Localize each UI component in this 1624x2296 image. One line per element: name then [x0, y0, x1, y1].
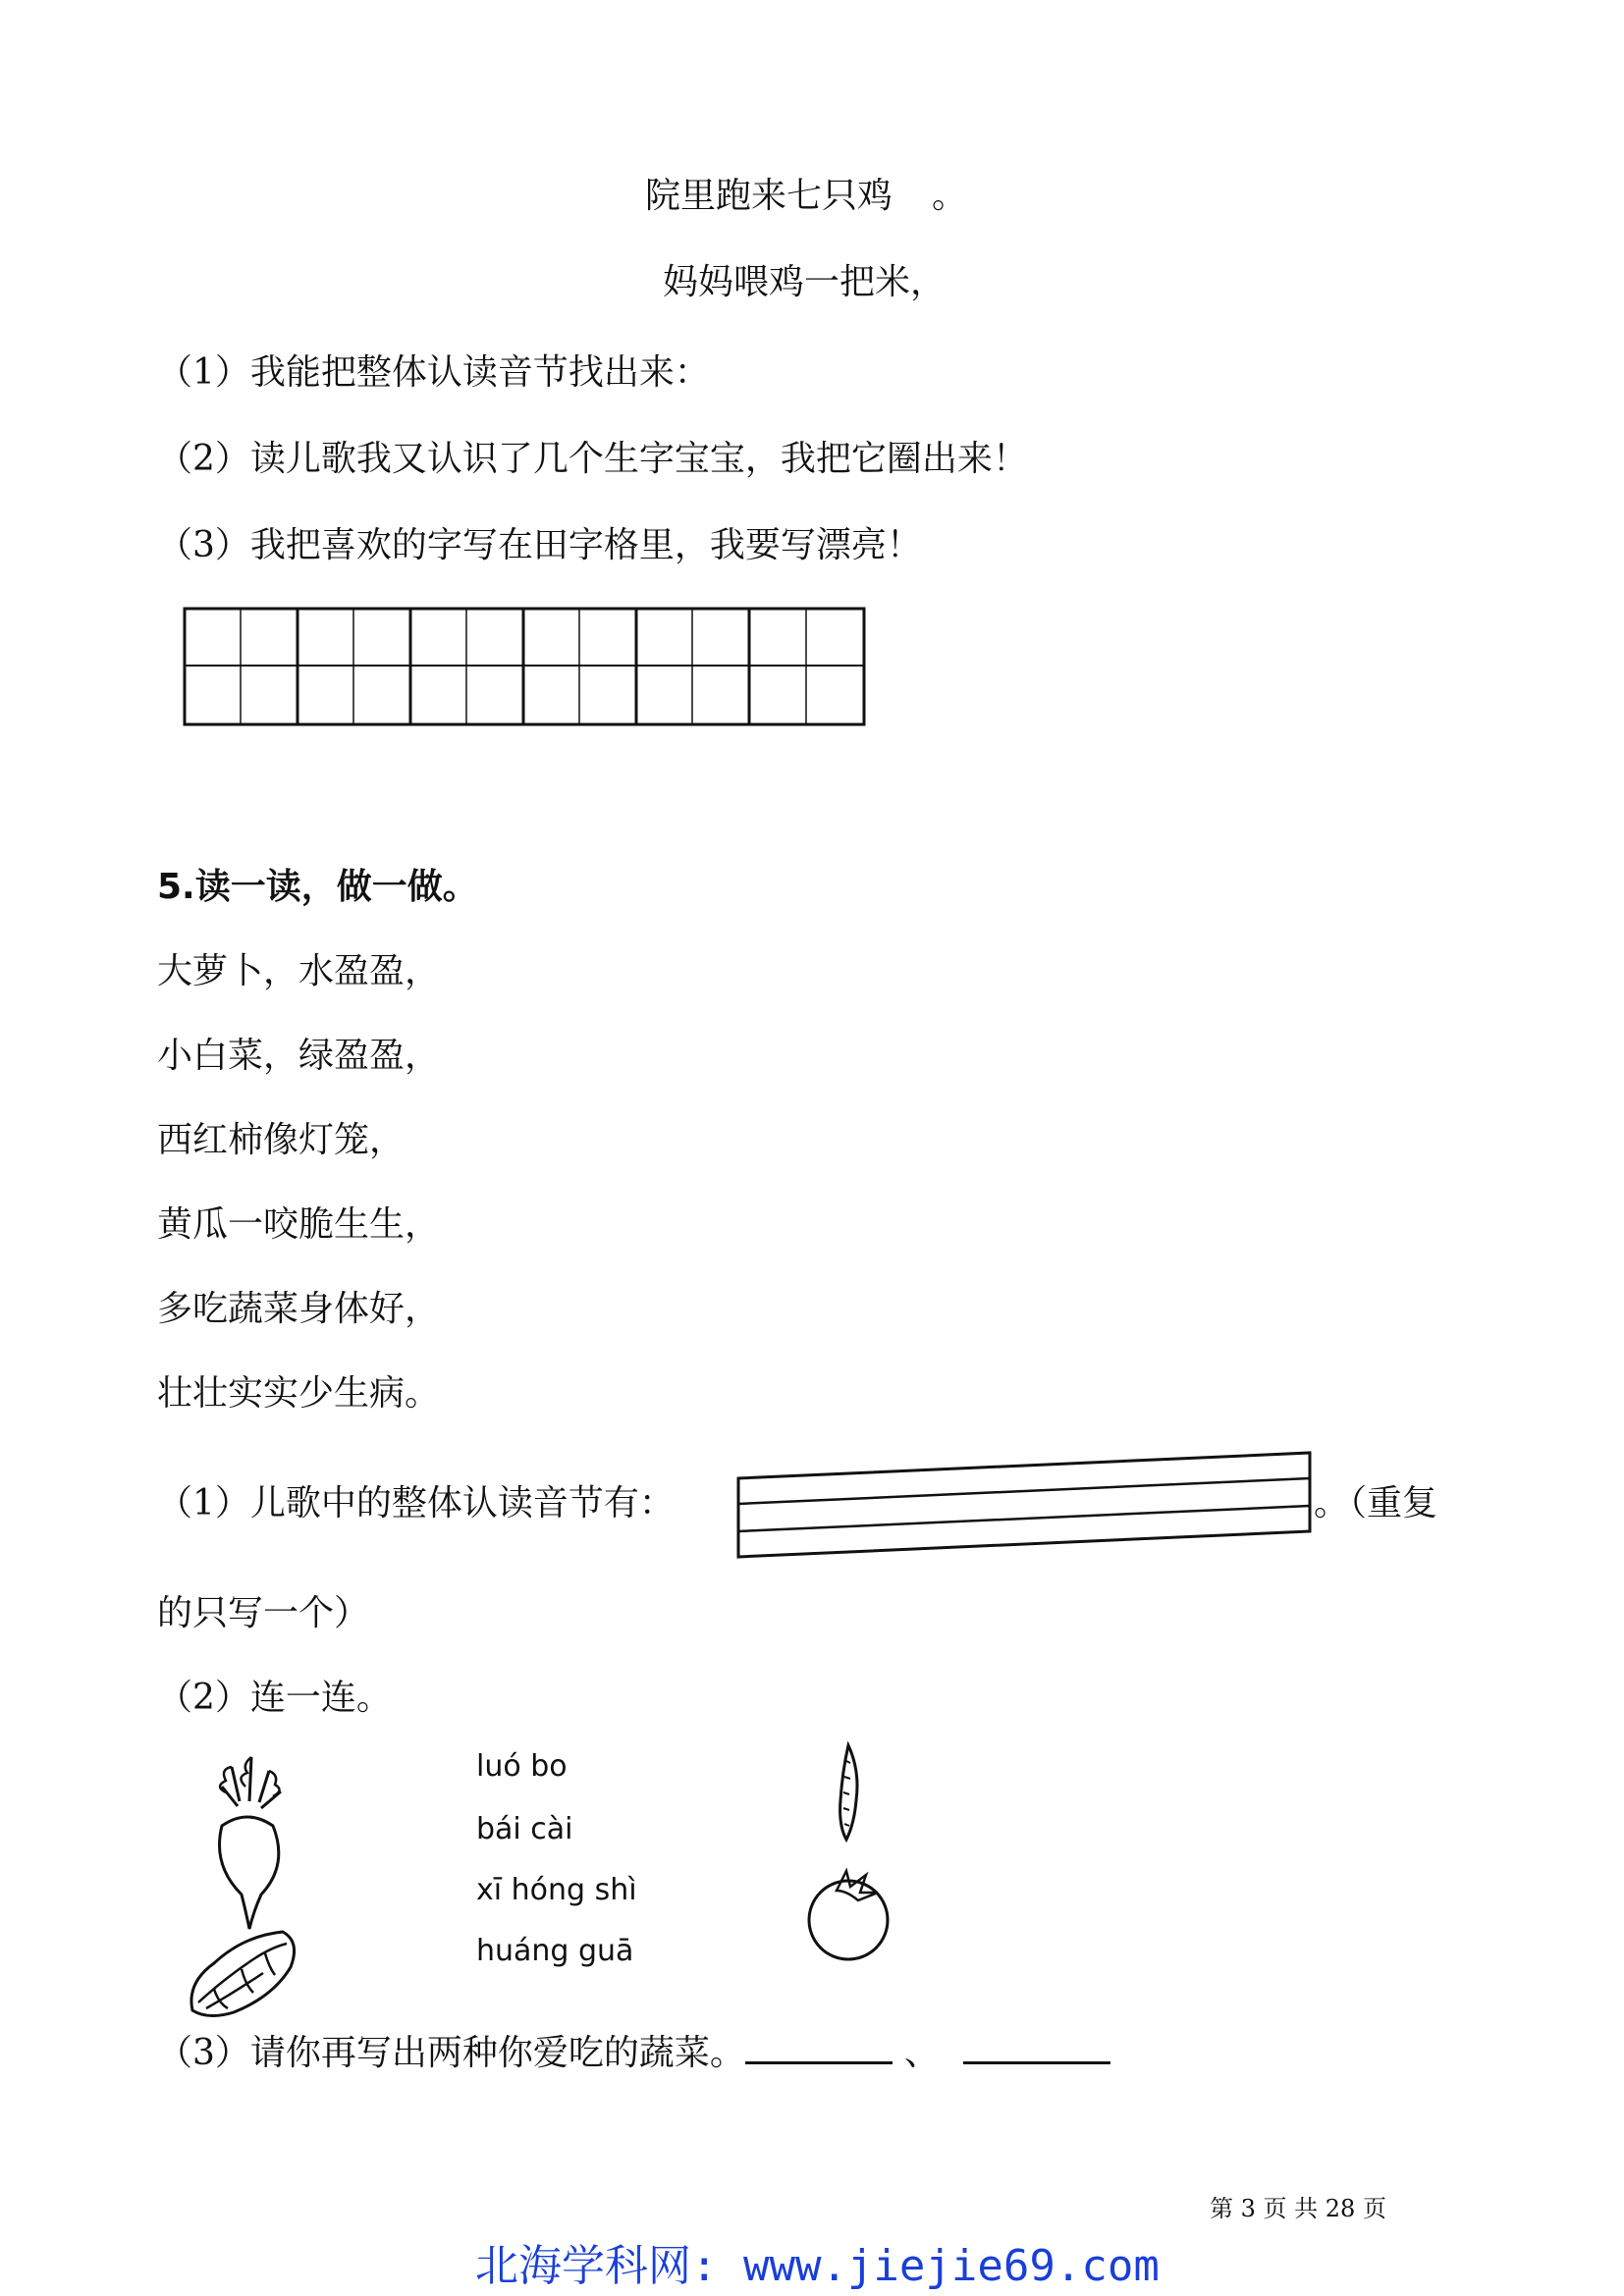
pinyin-huanggua[interactable]: huáng guā	[476, 1934, 634, 1968]
poem-5-line-4: 黄瓜一咬脆生生，	[157, 1204, 441, 1245]
answer-blank-1[interactable]	[745, 2028, 893, 2064]
answer-blank-2[interactable]	[963, 2028, 1110, 2064]
section-5-title: 5.读一读，做一做。	[157, 867, 478, 907]
poem-5-line-3: 西红柿像灯笼，	[157, 1120, 406, 1160]
pinyin-luobo[interactable]: luó bo	[476, 1749, 568, 1784]
poem-line-2: 妈妈喂鸡一把米，	[663, 262, 947, 302]
question-4-2: （2）读儿歌我又认识了几个生字宝宝，我把它圈出来！	[157, 439, 1028, 479]
question-4-1: （1）我能把整体认读音节找出来：	[157, 352, 710, 393]
poem-5-line-1: 大萝卜，水盈盈，	[157, 951, 441, 991]
pinyin-baicai[interactable]: bái cài	[476, 1812, 573, 1846]
poem-5-line-6: 壮壮实实少生病。	[157, 1373, 441, 1414]
question-5-3: （3）请你再写出两种你爱吃的蔬菜。 、	[157, 2028, 1110, 2077]
poem-line-1: 院里跑来七只鸡 。	[645, 176, 968, 216]
poem-5-line-2: 小白菜，绿盈盈，	[157, 1036, 441, 1076]
question-5-1-suffix: 。（重复	[1314, 1483, 1438, 1523]
radish-picture[interactable]	[192, 1747, 300, 1934]
question-5-2: （2）连一连。	[157, 1678, 392, 1718]
page-number: 第 3 页 共 28 页	[1210, 2195, 1386, 2222]
tianzige-grid[interactable]	[183, 607, 868, 728]
pinyin-xihongshi[interactable]: xī hóng shì	[476, 1873, 637, 1907]
question-5-1: （1）儿歌中的整体认读音节有：	[157, 1483, 675, 1523]
question-4-3: （3）我把喜欢的字写在田字格里，我要写漂亮！	[157, 525, 922, 565]
question-5-1-line-2: 的只写一个）	[157, 1593, 370, 1633]
poem-5-line-5: 多吃蔬菜身体好，	[157, 1289, 441, 1329]
cabbage-picture[interactable]	[185, 1924, 302, 2020]
footer-site[interactable]: 北海学科网: www.jiejie69.com	[475, 2241, 1160, 2291]
tomato-picture[interactable]	[797, 1865, 901, 1963]
pinyin-writing-lines[interactable]	[731, 1449, 1316, 1559]
cucumber-picture[interactable]	[831, 1741, 870, 1843]
